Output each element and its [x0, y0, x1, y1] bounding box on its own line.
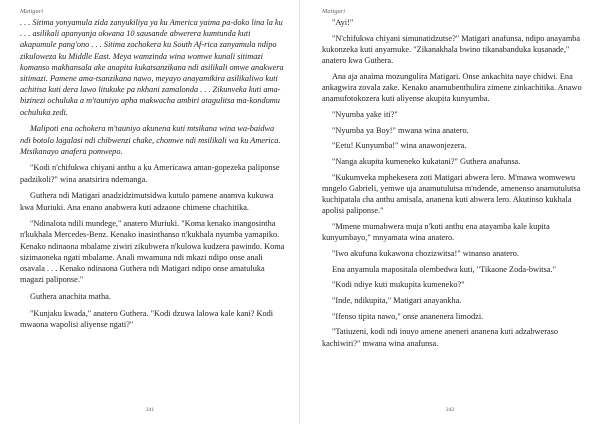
paragraph: "Ndinalota ndili mundege," anatero Muriuki. "Koma kenako inangosintha n'kukhala Mercedes-Benz. Kenako inasinthanso n'kukhala nyumba yamapiko. Kenako ndinaona mbalame ziwiri zikubwera n'kulowa kudzera pawindo. Koma sizimaoneka ngati mbalame. Anali mwamuna ndi mkazi ndipo onse anali osavala . . . Kenako ndinaona Guthera ndi Matigari ndipo onse amatuluka magazi paliponse." — [20, 219, 285, 285]
paragraph: "Ifenso tipita nawo," onse ananenera limodzi. — [332, 311, 484, 321]
paragraph: "Kodi n'chifukwa chiyani anthu a ku Americawa aman-gopezeka paliponse padzikoli?" wina anatsirira ndemanga. — [20, 163, 280, 184]
paragraph: Ana aja anaima mozungulira Matigari. Onse ankachita naye chidwi. Ena ankagwira zovala zake. Kenako anamubenthulira zimene zinkachitika. Anawo anamufotokozera kuti aliyense akupita kunyumba. — [322, 71, 582, 104]
right-page — [300, 0, 600, 424]
paragraph: "Kukumveka mphekesera zoti Matigari abwera lero. M'mawa womwewu mngelo Gabrieli, yemwe uja anamutulutsa m'ndende, amenenso anamutulutsa kuchipatala cha anthu amisala, ananena kuti abwera lero. Akutinso kukhala apolisi paliponse." — [322, 172, 581, 216]
paragraph: "Kunjaku kwada," anatero Guthera. "Kodi dzuwa lalowa kale kani? Kodi mwaona wapolisi aliyense ngati?" — [20, 308, 274, 329]
running-header: Matigari — [322, 8, 346, 15]
paragraph: "Nyumba yake iti?" — [332, 109, 398, 119]
paragraph: "Tatiuzeni, kodi ndi inuyo amene aneneri ananena kuti adzabweraso kachiwiri?" mwana wina anafunsa. — [322, 327, 559, 348]
paragraph: "Nanga akupita kumeneko kukatani?" Guthera anafunsa. — [332, 157, 521, 167]
paragraph: . . . Sitima yonyamula zida zanyukiliya ya ku America yaima pa-doko lina la ku . . . asilikali apanyanja okwana 10 sausande abwerera kumtunda kuti akapumule pang'ono . . . Sitima zochokera ku South Af-rica zanyamula ndipo zikuloweza ku Middle East. Meya wamzinda wina womwe kunali sitimazi komanso makhansala ake anapita kukatsanzikana ndi asilikali omwe anakwera sitimazi. Pamene ama-tsanzikana nawo, meyayo anayamikira asilikaliwo kuti achitisa kuti dera lawo litukuke pa nkhani zamalonda . . . Zikunveka kuti ama-bizinezi ochuluka a m'tauniyo apha makwacha ambiri atagulitsa ma-kondomu ochuluka zedi. — [20, 18, 284, 117]
paragraph: "N'chifukwa chiyani simunatidzutse?" Matigari anafunsa, ndipo anayamba kukonzeka kuti anyamuke. "Zikanakhala bwino tikanabanduka kusanade," anatero kwa Guthera. — [322, 33, 581, 66]
page-number: 241 — [145, 407, 155, 413]
paragraph: "Ayi!" — [332, 18, 354, 27]
paragraph: Guthera anachita matha. — [30, 291, 111, 301]
paragraph: "Kodi ndiye kuti mukupita kumeneko?" — [332, 280, 465, 290]
page-body — [20, 17, 286, 330]
paragraph: Ena anyamula mapositala olembedwa kuti, "Tikaone Zoda-bwitsa." — [332, 264, 556, 274]
paragraph: "Eetu! Kunyumba!" wina anawonjezera. — [332, 141, 467, 151]
page-body — [322, 17, 582, 349]
paragraph: Malipoti ena ochokera m'tauniyo akunena kuti mtsikana wina wa-baidwa ndi botolo lagalasi ndi chibwenzi chake, chomwe ndi msilikali wa ku America. Mtsikanayo anafera pomwepo. — [20, 124, 281, 156]
paragraph: Guthera ndi Matigari anadzidzimutsidwa kutulo pamene anamva kukuwa kwa Muriuki. Ana enano anabwera kuti adzaone chimene chachitika. — [20, 191, 274, 212]
paragraph: "Inde, ndikupita," Matigari anayankha. — [332, 296, 462, 306]
running-header: Matigari — [20, 8, 44, 15]
paragraph: "Mmene mumabwera muja n'kuti anthu ena atayamba kale kupita kunyumbayo," mnyamata wina anatero. — [322, 222, 550, 243]
page-number: 242 — [445, 407, 455, 413]
paragraph: "Iwo akufuna kukawona chozizwitsa!" winanso anatero. — [332, 248, 519, 258]
paragraph: "Nyumba ya Boy!" mwana wina anatero. — [332, 125, 469, 135]
